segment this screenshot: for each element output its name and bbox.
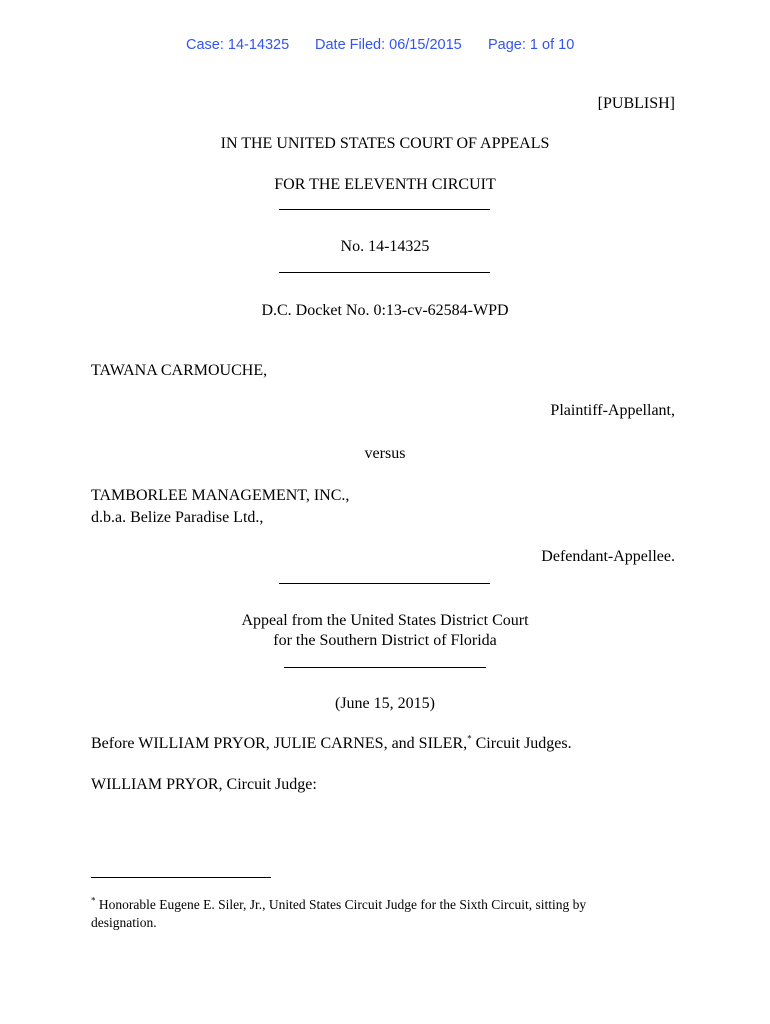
- appeal-origin-line-1: Appeal from the United States District Court: [241, 612, 529, 629]
- panel-after: Circuit Judges.: [471, 735, 572, 752]
- caption-divider-1: [279, 209, 490, 210]
- case-number: No. 14-14325: [340, 238, 430, 255]
- caption-divider-3: [279, 583, 490, 584]
- docket-number: D.C. Docket No. 0:13-cv-62584-WPD: [261, 302, 509, 319]
- defendant-role: Defendant-Appellee.: [541, 548, 675, 565]
- publish-tag: [PUBLISH]: [597, 95, 675, 112]
- caption-divider-4: [284, 667, 486, 668]
- footnote-text: Honorable Eugene E. Siler, Jr., United States Circuit Judge for the Sixth Circuit, sitting by: [95, 897, 587, 912]
- opinion-author: WILLIAM PRYOR, Circuit Judge:: [91, 776, 317, 793]
- defendant-name: TAMBORLEE MANAGEMENT, INC.,: [91, 487, 350, 504]
- footnote-line-2: designation.: [91, 915, 157, 930]
- panel-before: Before WILLIAM PRYOR, JULIE CARNES, and SILER,: [91, 735, 468, 752]
- caption-divider-2: [279, 272, 490, 273]
- header-case-number: Case: 14-14325: [186, 37, 290, 53]
- court-name: IN THE UNITED STATES COURT OF APPEALS: [220, 135, 550, 152]
- panel-line: [91, 734, 572, 754]
- panel-footnote-mark[interactable]: *: [467, 733, 472, 744]
- circuit-name: FOR THE ELEVENTH CIRCUIT: [274, 176, 496, 193]
- decision-date: (June 15, 2015): [335, 695, 435, 712]
- plaintiff-name: TAWANA CARMOUCHE,: [91, 362, 268, 379]
- versus-label: versus: [364, 445, 406, 462]
- footnote-separator: [91, 877, 271, 878]
- header-date-filed: Date Filed: 06/15/2015: [315, 37, 462, 53]
- appeal-origin-line-2: for the Southern District of Florida: [273, 632, 497, 649]
- header-page-count: Page: 1 of 10: [488, 37, 575, 53]
- defendant-dba: d.b.a. Belize Paradise Ltd.,: [91, 509, 264, 526]
- footnote-line-1: [91, 896, 586, 914]
- footnote-mark: *: [91, 895, 96, 906]
- plaintiff-role: Plaintiff-Appellant,: [550, 402, 675, 419]
